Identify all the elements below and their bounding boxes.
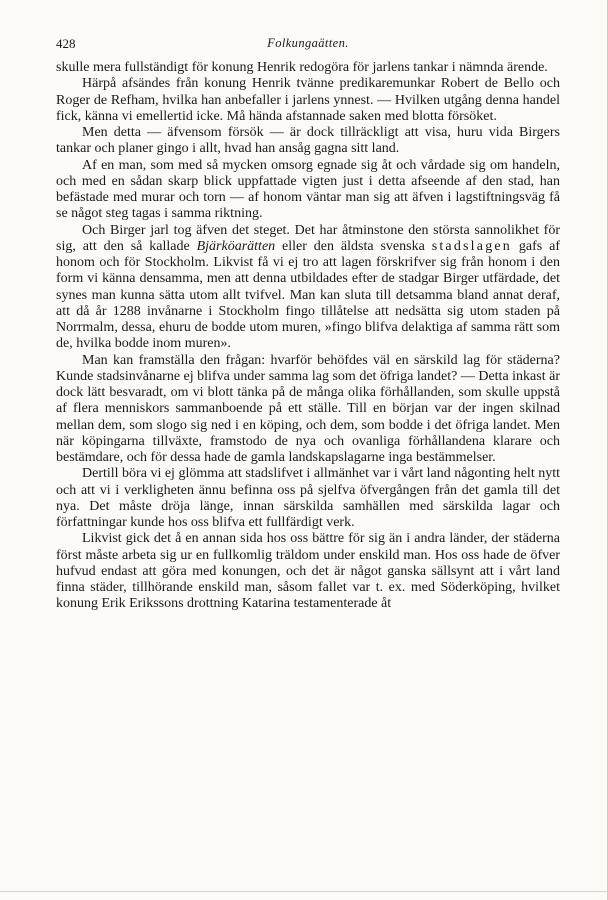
paragraph-5 <box>56 223 560 353</box>
page-number: 428 <box>56 36 76 51</box>
paragraph-8: Likvist gick det å en annan sida hos oss bättre för sig än i andra länder, der städerna först måste arbeta sig ur en fullkomlig träldom under enskild man. Hos oss hade de öfver hufvud endast att göra med konungen, och det är något ganska sällsynt att i vårt land finna städer, tillhörande enskild man, såsom fallet var t. ex. med Söderköping, hvilket konung Erik Erikssons drottning Katarina testamenterade åt <box>56 531 560 612</box>
paragraph-5-part-2: eller den äldsta svenska <box>275 238 432 254</box>
paragraph-5-part-3: gafs af honom och för Stockholm. Likvist få vi ej tro att lagen förskrifver sig från honom i den form vi känna densamma, men att denna utbildades efter de stadgar Birger utfärdade, det synes man kunna sätta utom allt tvifvel. Man kan sluta till detsamma bland annat deraf, att då år 1288 invånarne i Stockholm fingo tillåtelse att nedsätta sig utom staden på Norrmalm, dessa, ehuru de bodde utom muren, »fingo blifva delaktiga af samma rätt som de, hvilka bodde inom muren». <box>56 238 561 352</box>
body-text <box>56 60 560 613</box>
running-title: Folkungaätten. <box>267 36 349 50</box>
paragraph-3: Men detta — äfvensom försök — är dock tillräckligt att visa, huru vida Birgers tankar och planer gingo i allt, hvad han ansåg gagna sitt land. <box>56 125 560 157</box>
page-bottom-edge <box>0 891 607 892</box>
page-header <box>56 36 560 54</box>
paragraph-6: Man kan framställa den frågan: hvarför behöfdes väl en särskild lag för städerna? Kunde stadsinvånarne ej blifva under samma lag som det öfriga landet? — Detta inkast är dock lätt besvaradt, om vi blott tänka på de många olika förhållanden, som skulle uppstå af flera menniskors sammanboende på ett ställe. Till en början var der ingen skilnad mellan dem, som slogo sig ned i en köping, och dem, som bodde i det öfriga landet. Men när köpingarna tillväxte, framstodo de nya och ovanliga förhållandena klarare och bestämdare, och för dessa hade de gamla landskapslagarne inga bestämmelser. <box>56 352 560 465</box>
paragraph-1: skulle mera fullständigt för konung Henrik redogöra för jarlens tankar i nämnda ärende. <box>56 60 548 75</box>
paragraph-5-part-1: Och Birger jarl tog äfven det steget. Det har åtminstone den största sannolikhet för sig, att den så kallade <box>56 222 560 254</box>
paragraph-2: Härpå afsändes från konung Henrik tvänne predikaremunkar Robert de Bello och Roger de Refham, hvilka han anbefaller i jarlens ynnest. — Hvilken utgång denna handel fick, känna vi emellertid icke. Må hända afstannade saken med blotta försöket. <box>56 76 560 124</box>
paragraph-4: Af en man, som med så mycken omsorg egnade sig åt och vårdade sig om handeln, och med en sådan skarp blick uppfattade vigten just i detta afseende af den stad, han befästade med murar och torn — af honom väntar man sig att äfven i lagstiftningsväg få se något steg tagas i samma riktning. <box>56 157 560 222</box>
paragraph-7: Dertill böra vi ej glömma att stadslifvet i allmänhet var i vårt land någonting helt nytt och att vi i verkligheten ännu befinna oss på sjelfva öfvergången från det gamla till det nya. Det måste dröja länge, innan särskilda samhällen med särskilda lagar och författningar kunde hos oss blifva ett fullfärdigt verk. <box>56 466 560 530</box>
bjarkoaratten-term: Bjärköarätten <box>196 238 276 254</box>
stadslagen-term: stadslagen <box>431 238 513 254</box>
